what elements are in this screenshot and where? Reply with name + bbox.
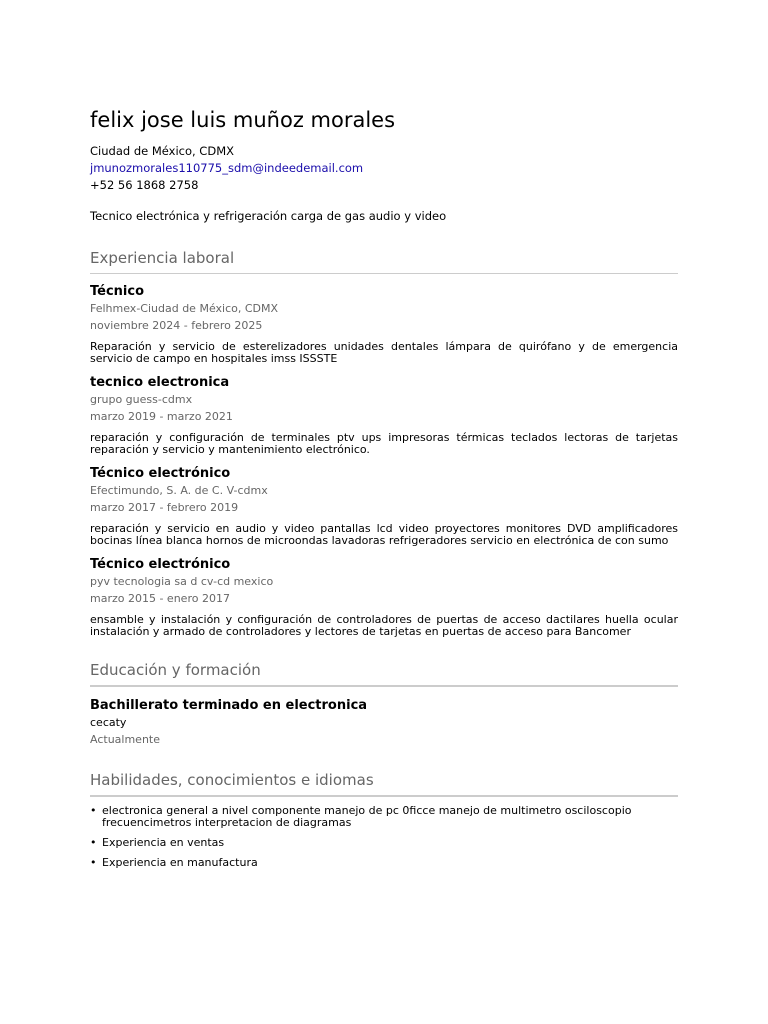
summary: Tecnico electrónica y refrigeración carga de gas audio y video — [90, 209, 447, 223]
section-title-experience: Experiencia laboral — [90, 249, 235, 267]
job-title: Técnico electrónico — [90, 557, 231, 572]
bullet-icon: • — [90, 804, 97, 817]
job-description: Reparación y servicio de esterelizadores unidades dentales lámpara de quirófano y de emergencia servicio de campo en hospitales imss ISSSTE — [90, 340, 678, 365]
experience-section — [90, 248, 678, 638]
phone: +52 56 1868 2758 — [90, 178, 199, 192]
education-entry — [90, 698, 678, 748]
section-divider — [90, 273, 678, 274]
job-title: Técnico — [90, 284, 145, 299]
bullet-icon: • — [90, 856, 97, 869]
skill-text: Experiencia en ventas — [102, 836, 225, 849]
job-company: Felhmex-Ciudad de México, CDMX — [90, 302, 279, 315]
job-title: Técnico electrónico — [90, 466, 231, 481]
section-title-education: Educación y formación — [90, 661, 261, 679]
job-entry — [90, 557, 678, 638]
skills-list — [90, 805, 678, 869]
section-divider — [90, 795, 678, 797]
section-title-skills: Habilidades, conocimientos e idiomas — [90, 771, 374, 789]
job-entry — [90, 375, 678, 456]
job-company: grupo guess-cdmx — [90, 393, 193, 406]
skill-item — [90, 857, 678, 869]
job-dates: marzo 2015 - enero 2017 — [90, 592, 230, 605]
job-dates: marzo 2017 - febrero 2019 — [90, 501, 239, 514]
candidate-name: felix jose luis muñoz morales — [90, 108, 396, 132]
email-link[interactable]: jmunozmorales110775_sdm@indeedemail.com — [90, 161, 364, 175]
job-description: reparación y configuración de terminales ptv ups impresoras térmicas teclados lectoras de tarjetas reparación y servicio y mantenimiento electrónico. — [90, 431, 678, 456]
institution: cecaty — [90, 716, 127, 729]
degree-title: Bachillerato terminado en electronica — [90, 698, 368, 713]
skill-text: electronica general a nivel componente manejo de pc 0ficce manejo de multimetro osciloscopio frecuencimetros interpretacion de diagramas — [102, 804, 632, 829]
job-entry — [90, 466, 678, 547]
job-company: pyv tecnologia sa d cv-cd mexico — [90, 575, 274, 588]
job-title: tecnico electronica — [90, 375, 230, 390]
education-status: Actualmente — [90, 733, 160, 746]
job-description: reparación y servicio en audio y video pantallas lcd video proyectores monitores DVD amplificadores bocinas línea blanca hornos de microondas lavadoras refrigeradores servicio en electrónica de con sumo — [90, 522, 678, 547]
skill-item — [90, 805, 678, 829]
bullet-icon: • — [90, 836, 97, 849]
job-description: ensamble y instalación y configuración de controladores de puertas de acceso dactilares huella ocular instalación y armado de controladores y lectores de tarjetas en puertas de acceso para Bancomer — [90, 613, 678, 638]
job-dates: marzo 2019 - marzo 2021 — [90, 410, 233, 423]
job-dates: noviembre 2024 - febrero 2025 — [90, 319, 263, 332]
skills-section — [90, 770, 678, 869]
skill-text: Experiencia en manufactura — [102, 856, 258, 869]
job-company: Efectimundo, S. A. de C. V-cdmx — [90, 484, 268, 497]
location: Ciudad de México, CDMX — [90, 144, 234, 158]
education-section — [90, 660, 678, 748]
resume — [90, 0, 678, 869]
job-entry — [90, 284, 678, 365]
section-divider — [90, 685, 678, 687]
skill-item — [90, 837, 678, 849]
